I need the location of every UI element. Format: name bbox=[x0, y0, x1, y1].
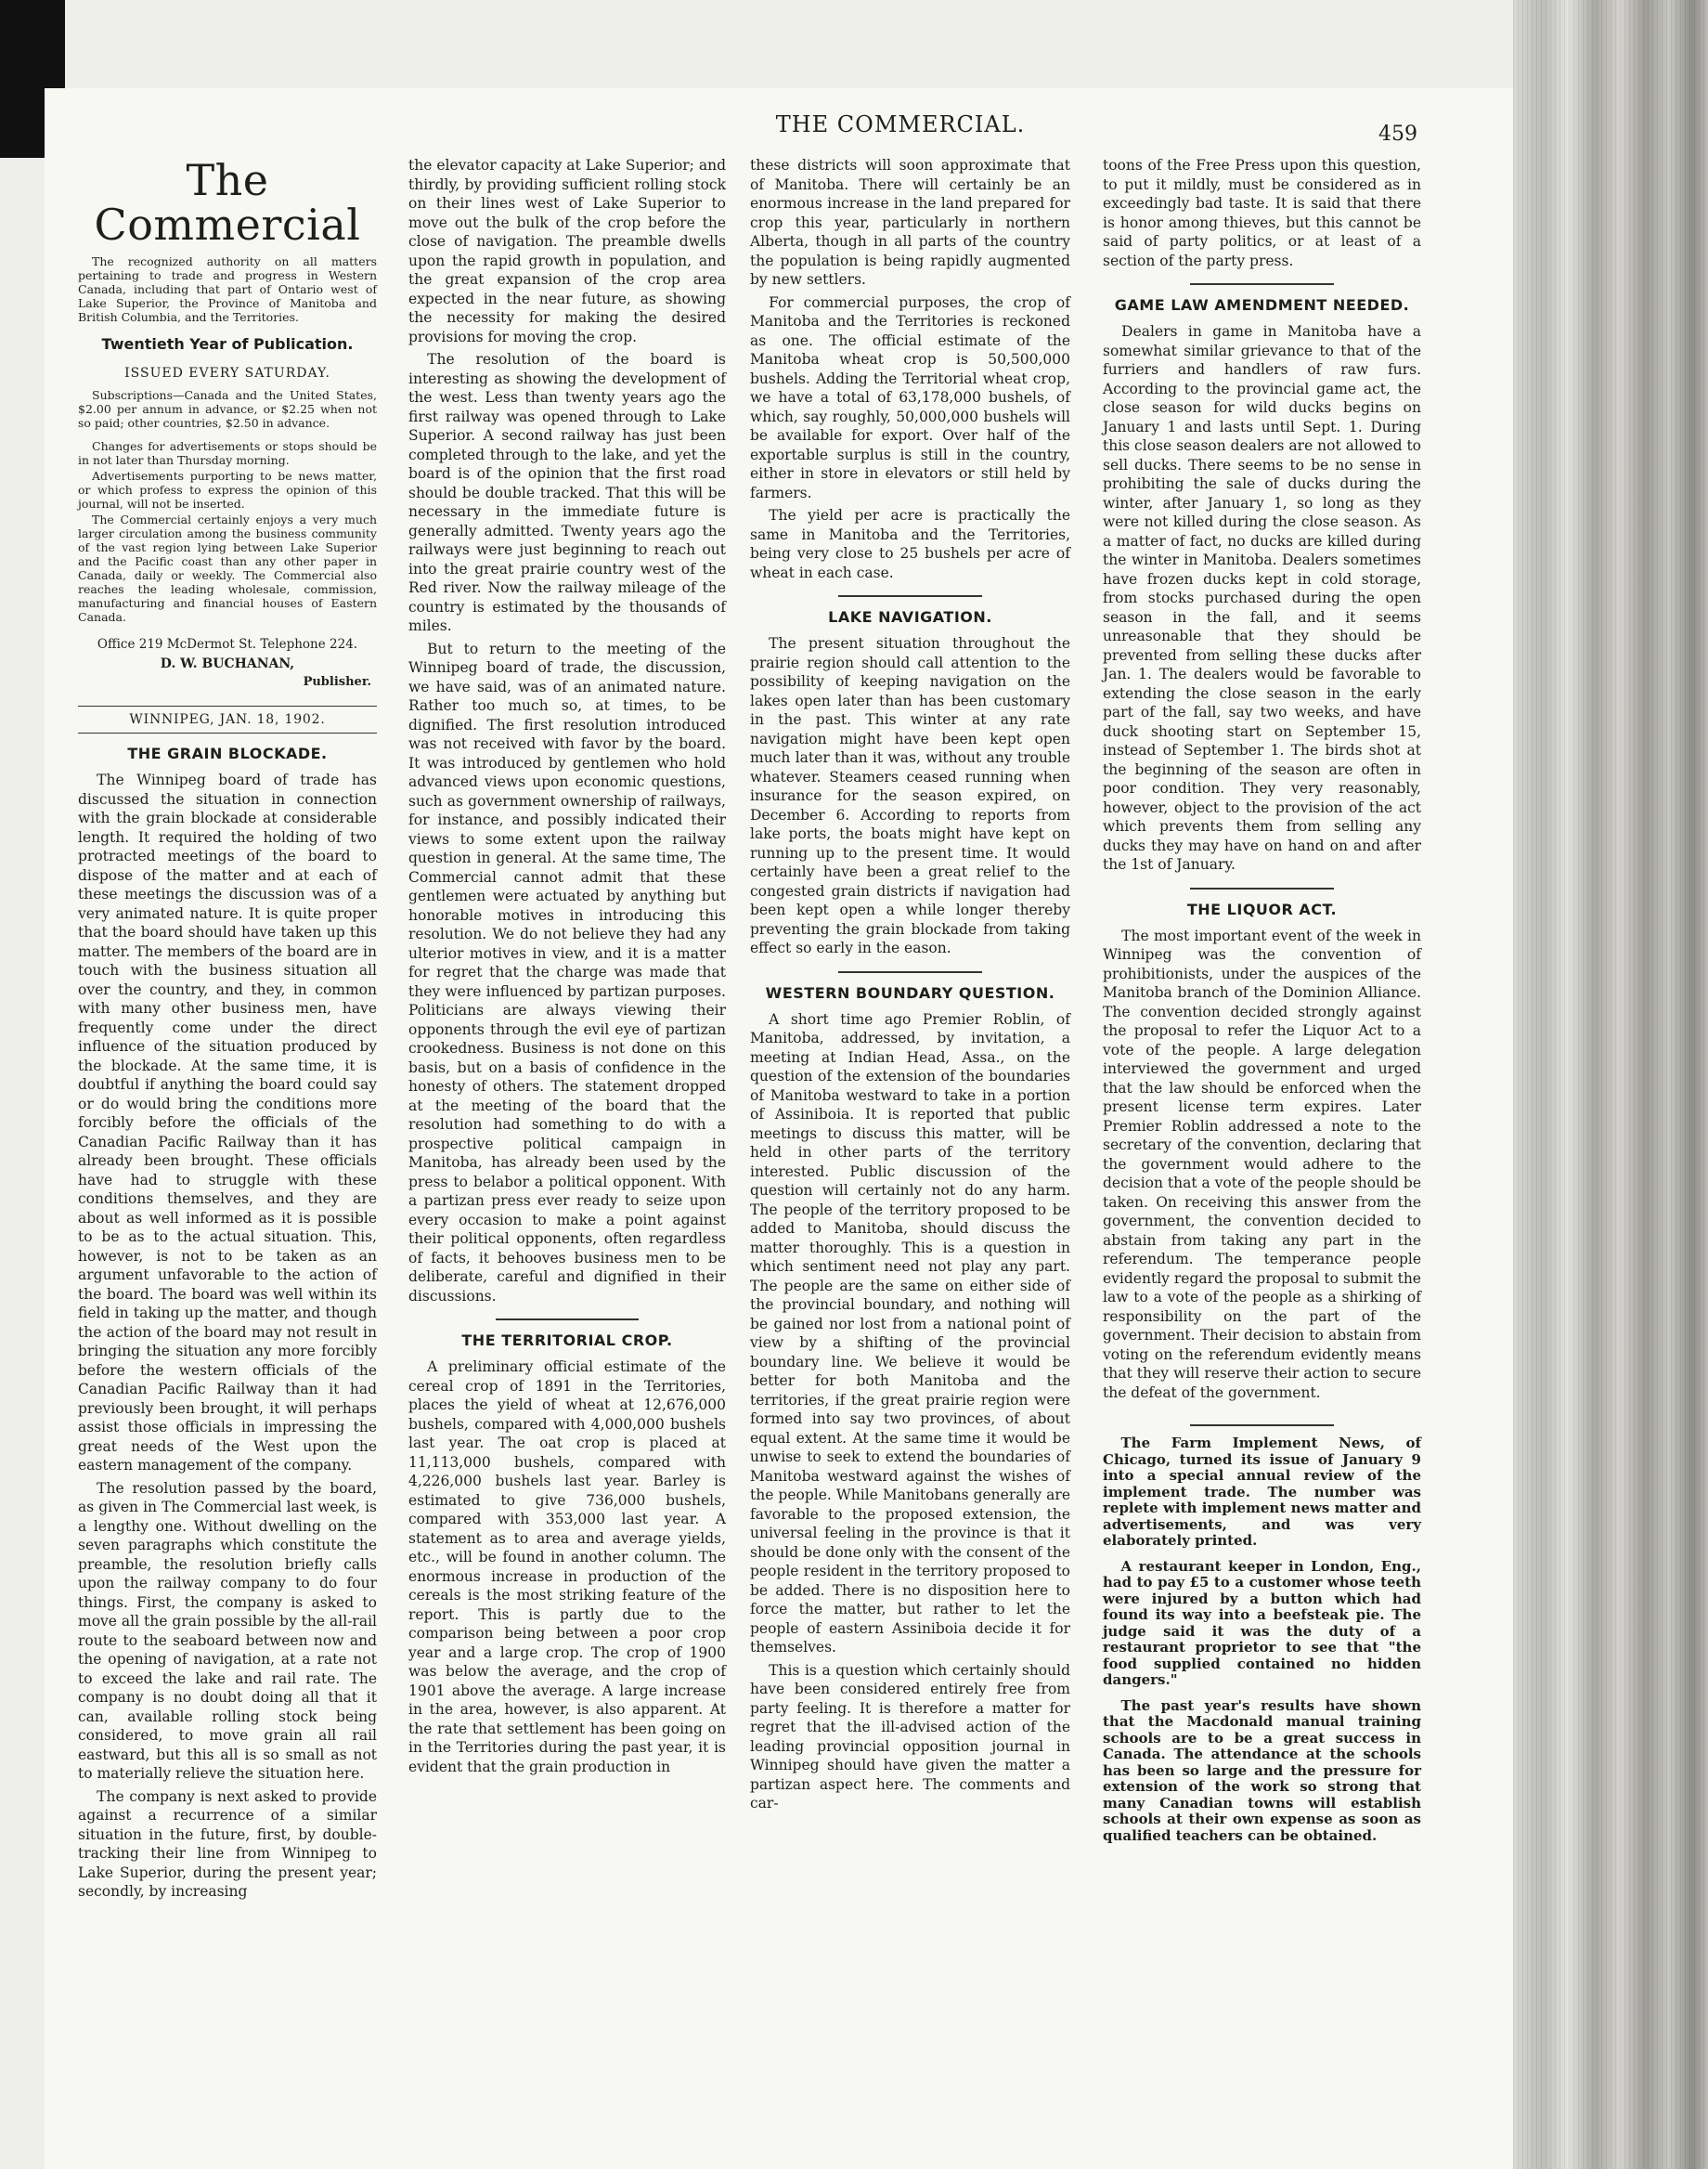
section-divider bbox=[1190, 1424, 1333, 1426]
article-paragraph: The present situation throughout the prairie region should call attention to the possibility of keeping navigation on the lakes open later than has been customary in the past. This winter at any rate navigation might have been kept open much later than it was, without any trouble whatever. Steamers ceased running when insurance for the season expired, on December 6. According to reports from lake ports, the boats might have kept on running up to the present time. It would certainly have been a great relief to the congested grain districts if navigation had been kept open a while longer thereby preventing the grain blockade from taking effect so early in the eason. bbox=[750, 635, 1070, 956]
section-divider bbox=[496, 1318, 639, 1320]
office-address: Office 219 McDermot St. Telephone 224. bbox=[97, 637, 358, 652]
article-paragraph: The resolution passed by the board, as given in The Commercial last week, is a lengthy one. Without dwelling on the seven paragraphs which constitute the preamble, the resolution briefly calls upon the railway company to do four things. First, the company is asked to move all the grain possible by the all-rail route to the seaboard between now and the opening of navigation, at a rate not to exceed the lake and rail rate. The company is no doubt doing all that it can, available rolling stock being considered, to move grain all rail eastward, but this all is so small as not to materially relieve the situation here. bbox=[78, 1479, 377, 1782]
article-paragraph: For commercial purposes, the crop of Manitoba and the Territories is reckoned as one. The official estimate of the Manitoba wheat crop is 50,500,000 bushels. Adding the Territorial wheat crop, we have a total of 63,178,000 bushels, of which, say roughly, 50,000,000 bushels will be available for export. Over half of the exportable surplus is still in the country, either in store in elevators or still held by farmers. bbox=[750, 293, 1070, 501]
column-3 bbox=[750, 156, 1070, 1817]
advertisement-policy: Advertisements purporting to be news matter, or which profess to express the opinion of this journal, will not be inserted. bbox=[78, 469, 377, 511]
article-paragraph: The company is next asked to provide against a recurrence of a similar situation in the future, first, by double-tracking their line from Winnipeg to Lake Superior, during the present year; secondly, by increasing bbox=[78, 1787, 377, 1900]
masthead-title: The Commercial bbox=[94, 155, 361, 250]
article-paragraph: the elevator capacity at Lake Superior; and thirdly, by providing sufficient rolling stock on their lines west of Lake Superior to move out the bulk of the crop before the close of navigation. The preamble dwells upon the rapid growth in population, and the great expansion of the crop area expected in the near future, as showing the necessity for making the desired provisions for moving the crop. bbox=[408, 157, 726, 345]
section-divider bbox=[838, 971, 982, 973]
section-divider bbox=[838, 595, 982, 597]
circulation-note: The Commercial certainly enjoys a very much larger circulation among the business community of the vast region lying between Lake Superior and the Pacific coast than any other paper in Canada, daily or weekly. The Commercial also reaches the leading wholesale, commission, manufacturing and financial houses of Eastern Canada. bbox=[78, 513, 377, 624]
news-briefs bbox=[1103, 1435, 1421, 1844]
article-paragraph: The most important event of the week in Winnipeg was the convention of prohibitionists, under the auspices of the Manitoba branch of the Dominion Alliance. The convention decided strongly against the proposal to refer the Liquor Act to a vote of the people. A large delegation interviewed the government and urged that the law should be enforced when the present license term expires. Later Premier Roblin addressed a note to the secretary of the convention, declaring that the government would adhere to the decision that a vote of the people should be taken. On receiving this answer from the government, the convention decided to abstain from taking any part in the referendum. The temperance people evidently regard the proposal to submit the law to a vote of the people as a shirking of responsibility on the part of the government. Their decision to abstain from voting on the referendum evidently means that they will reserve their action to secure the defeat of the government. bbox=[1103, 927, 1421, 1401]
article-paragraph: A preliminary official estimate of the cereal crop of 1891 in the Territories, places the yield of wheat at 12,676,000 bushels, compared with 4,000,000 bushels last year. The oat crop is placed at 11,113,000 bushels, compared with 4,226,000 bushels last year. Barley is estimated to give 736,000 bushels, compared with 353,000 last year. A statement as to area and average yields, etc., will be found in another column. The enormous increase in production of the cereals is the most striking feature of the report. This is partly due to the comparison being between a poor crop year and a large crop. The crop of 1900 was below the average, and the crop of 1901 above the average. A large increase in the area, however, is also apparent. At the rate that settlement has been going on in the Territories during the past year, it is evident that the grain production in bbox=[408, 1358, 726, 1775]
article-paragraph: Dealers in game in Manitoba have a somewhat similar grievance to that of the furriers and handlers of raw furs. According to the provincial game act, the close season for wild ducks begins on January 1 and lasts until Sept. 1. During this close season dealers are not allowed to sell ducks. There seems to be no sense in prohibiting the sale of ducks during the winter, after January 1, so long as they were not killed during the close season. As a matter of fact, no ducks are killed during the winter in Manitoba. Dealers sometimes have frozen ducks kept in cold storage, from stocks purchased during the open season in the fall, and it seems unreasonable that they should be prevented from selling these ducks after Jan. 1. The dealers would be favorable to extending the close season in the early part of the fall, say two weeks, and have duck shooting start on September 15, instead of September 1. The birds shot at the beginning of the season are often in poor condition. They very reasonably, however, object to the provision of the act which prevents them from selling any ducks they may have on hand on and after the 1st of January. bbox=[1103, 323, 1421, 873]
dateline: WINNIPEG, JAN. 18, 1902. bbox=[78, 706, 377, 734]
article-paragraph: these districts will soon approximate that of Manitoba. There will certainly be an enormous increase in the land prepared for crop this year, particularly in northern Alberta, though in all parts of the country the population is being rapidly augmented by new settlers. bbox=[750, 157, 1070, 288]
brief-paragraph: The past year's results have shown that the Macdonald manual training schools are to be a great success in Canada. The attendance at the schools has been so large and the pressure for extension of the work so strong that many Canadian towns will establish schools at their own expense as soon as qualified teachers can be obtained. bbox=[1103, 1696, 1421, 1844]
ad-changes-note: Changes for advertisements or stops should be in not later than Thursday morning. bbox=[78, 439, 377, 467]
brief-paragraph: The Farm Implement News, of Chicago, turned its issue of January 9 into a special annual review of the implement trade. The number was replete with implement news matter and advertisements, and was very elaborately printed. bbox=[1103, 1435, 1421, 1549]
brief-paragraph: A restaurant keeper in London, Eng., had to pay £5 to a customer whose teeth were injured by a button which had found its way into a beefsteak pie. The judge said it was the duty of a restaurant proprietor to see that "the food supplied contained no hidden dangers." bbox=[1103, 1557, 1421, 1688]
heading-western-boundary: WESTERN BOUNDARY QUESTION. bbox=[765, 983, 1055, 1002]
publisher-title: Publisher. bbox=[303, 675, 371, 689]
article-paragraph: This is a question which certainly should have been considered entirely free from party feeling. It is therefore a matter for regret that the ill-advised action of the leading provincial opposition journal in Winnipeg should have given the matter a partizan aspect here. The comments and car- bbox=[750, 1661, 1070, 1812]
column-4 bbox=[1103, 156, 1421, 1853]
heading-game-law: GAME LAW AMENDMENT NEEDED. bbox=[1114, 296, 1410, 314]
book-page-edges bbox=[1513, 0, 1708, 2169]
masthead-tagline: The recognized authority on all matters pertaining to trade and progress in Western Canada, including that part of Ontario west of Lake Superior, the Province of Manitoba and British Columbia, and the Territories. bbox=[78, 254, 377, 324]
page-number: 459 bbox=[1378, 123, 1417, 146]
section-divider bbox=[1190, 888, 1333, 890]
issued-line: ISSUED EVERY SATURDAY. bbox=[124, 365, 330, 381]
heading-grain-blockade: THE GRAIN BLOCKADE. bbox=[127, 745, 328, 762]
section-divider bbox=[1190, 283, 1333, 285]
heading-territorial-crop: THE TERRITORIAL CROP. bbox=[461, 1331, 673, 1349]
subscription-rates: Subscriptions—Canada and the United States, $2.00 per annum in advance, or $2.25 when not so paid; other countries, $2.50 in advance. bbox=[78, 388, 377, 430]
article-paragraph: But to return to the meeting of the Winnipeg board of trade, the discussion, we have said, was of an animated nature. Rather too much so, at times, to be dignified. The first resolution introduced was not received with favor by the board. It was introduced by gentlemen who hold advanced views upon economic questions, such as government ownership of railways, for instance, and possibly indicated their views to some extent upon the railway question in general. At the same time, The Commercial cannot admit that these gentlemen were actuated by anything but honorable motives in introducing this resolution. We do not believe they had any ulterior motives in view, and it is a matter for regret that the charge was made that they were influenced by partizan purposes. Politicians are always viewing their opponents through the evil eye of partizan crookedness. Business is not done on this basis, but on a basis of confidence in the honesty of others. The statement dropped at the meeting of the board that the resolution had something to do with a prospective political campaign in Manitoba, has already been used by the press to belabor a political opponent. With a partizan press ever ready to seize upon every occasion to make a point against their political opponents, often regardless of facts, it behooves business men to be deliberate, careful and dignified in their discussions. bbox=[408, 640, 726, 1305]
heading-liquor-act: THE LIQUOR ACT. bbox=[1186, 900, 1338, 918]
year-of-publication: Twentieth Year of Publication. bbox=[101, 335, 354, 353]
article-paragraph: The yield per acre is practically the same in Manitoba and the Territories, being very close to 25 bushels per acre of wheat in each case. bbox=[750, 507, 1070, 581]
column-2 bbox=[408, 156, 726, 1780]
column-1 bbox=[78, 156, 377, 1905]
publisher-name: D. W. BUCHANAN, bbox=[160, 656, 295, 671]
heading-lake-navigation: LAKE NAVIGATION. bbox=[828, 608, 992, 626]
article-paragraph: The Winnipeg board of trade has discussed the situation in connection with the grain blockade at considerable length. It required the holding of two protracted meetings of the board to dispose of the matter and at each of these meetings the discussion was of a very animated nature. It is quite proper that the board should have taken up this matter. The members of the board are in touch with the business situation all over the country, and they, in common with many other business men, have frequently come under the direct influence of the situation produced by the blockade. At the same time, it is doubtful if anything the board could say or do would bring the conditions more forcibly before the officials of the Canadian Pacific Railway than it has already been brought. These officials have had to struggle with these conditions themselves, and they are about as well informed as it is possible to be as to the actual situation. This, however, is not to be taken as an argument unfavorable to the action of the board. The board was well within its field in taking up the matter, and though the action of the board may not result in bringing the situation any more forcibly before the western officials of the Canadian Pacific Railway than it had previously been brought, it will perhaps assist those officials in impressing the great needs of the West upon the eastern management of the company. bbox=[78, 772, 377, 1474]
article-paragraph: The resolution of the board is interesting as showing the development of the west. Less than twenty years ago the first railway was opened through to Lake Superior. A second railway has just been completed through to the lake, and yet the board is of the opinion that the first road should be double tracked. That this will be necessary in the immediate future is generally admitted. Twenty years ago the railways were just beginning to reach out into the great prairie country west of the Red river. Now the railway mileage of the country is estimated by the thousands of miles. bbox=[408, 351, 726, 634]
article-paragraph: toons of the Free Press upon this question, to put it mildly, must be considered as in exceedingly bad taste. It is said that there is honor among thieves, but this cannot be said of party politics, or at least of a section of the party press. bbox=[1103, 157, 1421, 269]
article-paragraph: A short time ago Premier Roblin, of Manitoba, addressed, by invitation, a meeting at Indian Head, Assa., on the question of the extension of the boundaries of Manitoba westward to take in a portion of Assiniboia. It is reported that public meetings to discuss this matter, will be held in other parts of the territory interested. Public discussion of the question will certainly not do any harm. The people of the territory proposed to be added to Manitoba, should discuss the matter thoroughly. This is a question in which sentiment need not play any part. The people are the same on either side of the provincial boundary, and nothing will be gained nor lost from a national point of view by a shifting of the provincial boundary line. We believe it would be better for both Manitoba and the territories, if the great prairie region were formed into say two provinces, of about equal extent. At the same time it would be unwise to seek to extend the boundaries of Manitoba westward against the wishes of the people. While Manitobans generally are favorable to the proposed extension, the universal feeling in the province is that it should be done only with the consent of the people resident in the territory proposed to be added. There is no disposition here to force the matter, but rather to let the people of eastern Assiniboia decide it for themselves. bbox=[750, 1010, 1070, 1656]
running-title: THE COMMERCIAL. bbox=[775, 111, 1026, 137]
